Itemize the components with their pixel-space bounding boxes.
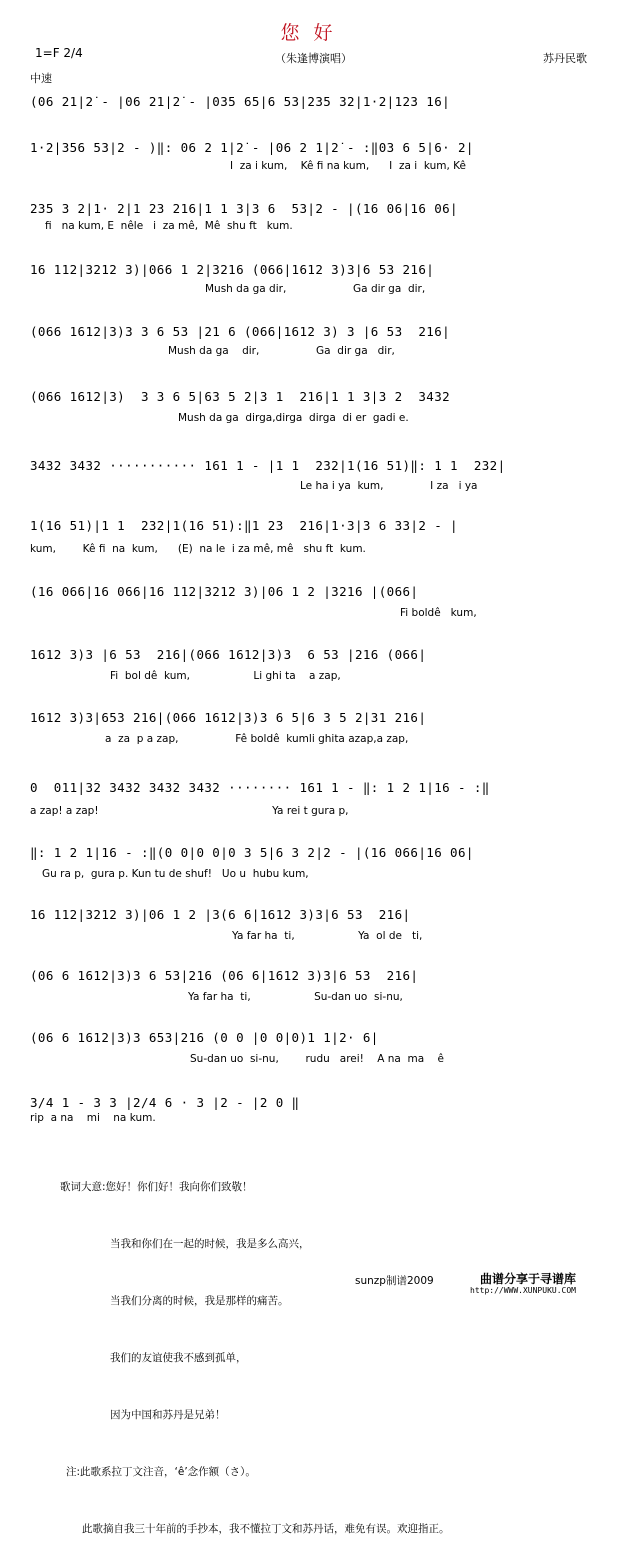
staff-line-12: 0 011|32 3432 3432 3432 ········ 161 1 - ‖: 1 2 1|16 - :‖ (30, 780, 490, 795)
notes-line-2: 当我和你们在一起的时候，我是多么高兴， (110, 1238, 310, 1250)
page-title: 您好 (280, 22, 347, 44)
lyric-line-17: rip a na mi na kum. (30, 1112, 156, 1124)
lyric-line-15: Ya far ha ti, Su-dan uo si-nu, (188, 991, 403, 1003)
staff-line-16: (06 6 1612|3)3 653|216 (0 0 |0 0|0)1 1|2· 6| (30, 1030, 379, 1045)
key-signature: 1=F 2/4 (35, 46, 83, 60)
staff-line-14: 16 112|3212 3)|06 1 2 |3(6 6|1612 3)3|6 53 216| (30, 907, 411, 922)
composer-label: 苏丹民歌 (543, 52, 587, 65)
lyric-line-3: fi na kum, E nêle i za mê, Mê shu ft kum. (45, 220, 293, 232)
staff-line-5: (066 1612|3)3 3 6 53 |21 6 (066|1612 3) 3 |6 53 216| (30, 324, 451, 339)
staff-line-11: 1612 3)3|653 216|(066 1612|3)3 6 5|6 3 5 2|31 216| (30, 710, 427, 725)
lyric-line-6: Mush da ga dirga,dirga dirga di er gadi e. (178, 412, 409, 424)
staff-line-10: 1612 3)3 |6 53 216|(066 1612|3)3 6 53 |216 (066| (30, 647, 427, 662)
staff-line-15: (06 6 1612|3)3 6 53|216 (06 6|1612 3)3|6 53 216| (30, 968, 419, 983)
lyric-line-2: I za i kum, Kê fi na kum, I za i kum, Kê (230, 160, 466, 172)
watermark-text: 曲谱分享于寻谱库 (480, 1272, 577, 1286)
staff-line-1: (06 21|2̇ - |06 21|2̇ - |035 65|6 53|235 32|1·2|123 16| (30, 94, 451, 109)
performer-subtitle: （朱逢博演唱） (275, 52, 352, 65)
lyric-line-7: Le ha i ya kum, I za i ya (300, 480, 478, 492)
lyric-line-4: Mush da ga dir, Ga dir ga dir, (205, 283, 426, 295)
notes-line-7: 此歌摘自我三十年前的手抄本，我不懂拉丁文和苏丹话，难免有误。欢迎指正。 (82, 1523, 450, 1535)
notes-line-6: 注:此歌系拉丁文注音，‘ê’念作额（さ）。 (66, 1466, 256, 1478)
lyric-line-8: kum, Kê fi na kum, (E) na le i za mê, mê shu ft kum. (30, 543, 366, 555)
lyric-line-11: a za p a zap, Fê boldê kumli ghita azap,a zap, (105, 733, 409, 745)
staff-line-7: 3432 3432 ··········· 161 1 - |1 1 232|1(16 51)‖: 1 1 232| (30, 458, 506, 473)
staff-line-17: 3/4 1 - 3 3 |2/4 6 · 3 |2 - |2 0 ‖ (30, 1095, 300, 1110)
staff-line-8: 1(16 51)|1 1 232|1(16 51):‖1 23 216|1·3|3 6 33|2 - | (30, 518, 458, 533)
staff-line-4: 16 112|3212 3)|066 1 2|3216 (066|1612 3)3|6 53 216| (30, 262, 435, 277)
tempo-marking: 中速 (30, 72, 52, 85)
notes-line-3: 当我们分离的时候，我是那样的痛苦。 (110, 1295, 289, 1307)
lyric-line-14: Ya far ha ti, Ya ol de ti, (232, 930, 423, 942)
lyrics-meaning-notes (60, 1140, 450, 1558)
notes-line-1: 歌词大意:您好！你们好！我向你们致敬！ (60, 1181, 253, 1193)
notes-line-4: 我们的友谊使我不感到孤单， (110, 1352, 247, 1364)
watermark-url: http://WWW.XUNPUKU.COM (470, 1286, 576, 1295)
notes-line-5: 因为中国和苏丹是兄弟！ (110, 1409, 226, 1421)
lyric-line-12: a zap! a zap! Ya rei t gura p, (30, 805, 349, 817)
lyric-line-16: Su-dan uo si-nu, rudu arei! A na ma ê (190, 1053, 444, 1065)
staff-line-3: 235 3 2|1· 2|1 23 216|1 1 3|3 6 53|2 - |(16 06|16 06| (30, 201, 458, 216)
transcriber-credit: sunzp制谱2009 (355, 1275, 434, 1287)
staff-line-9: (16 066|16 066|16 112|3212 3)|06 1 2 |3216 |(066| (30, 584, 419, 599)
staff-line-6: (066 1612|3) 3 3 6 5|63 5 2|3 1 216|1 1 3|3 2 3432 (30, 389, 451, 404)
lyric-line-5: Mush da ga dir, Ga dir ga dir, (168, 345, 395, 357)
staff-line-13: ‖: 1 2 1|16 - :‖(0 0|0 0|0 3 5|6 3 2|2 - |(16 066|16 06| (30, 845, 474, 860)
lyric-line-10: Fi bol dê kum, Li ghi ta a zap, (110, 670, 341, 682)
staff-line-2: 1·2|356 53|2 - )‖: 06 2 1|2̇ - |06 2 1|2̇ - :‖03 6 5|6· 2| (30, 140, 474, 155)
lyric-line-9: Fi boldê kum, (400, 607, 477, 619)
lyric-line-13: Gu ra p, gura p. Kun tu de shuf! Uo u hubu kum, (42, 868, 309, 880)
